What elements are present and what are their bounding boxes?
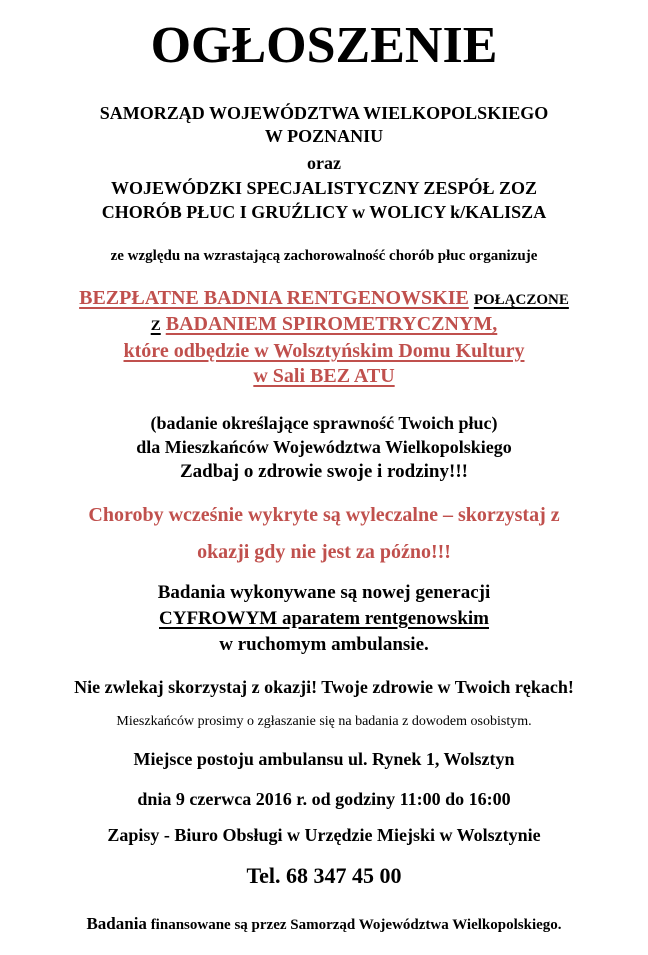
- warning-line1: Choroby wcześnie wykryte są wyleczalne – skorzystaj z: [88, 504, 560, 526]
- desc-line2: dla Mieszkańców Województwa Wielkopolskiego: [136, 437, 512, 457]
- headline-line3: które odbędzie w Wolsztyńskim Domu Kultury: [123, 340, 525, 362]
- org1-line2: W POZNANIU: [264, 126, 384, 146]
- footer-funding: [0, 915, 648, 933]
- headline-line4: w Sali BEZ ATU: [253, 365, 395, 387]
- org2-line2: CHORÓB PŁUC I GRUŹLICY w WOLICY k/KALISZA: [101, 202, 547, 222]
- date-text: dnia 9 czerwca 2016 r. od godziny 11:00 do 16:00: [137, 789, 511, 809]
- id-note: Mieszkańców prosimy o zgłaszanie się na badania z dowodem osobistym.: [116, 714, 532, 729]
- headline-spirometry: BADANIEM SPIROMETRYCZNYM,: [165, 313, 498, 335]
- conjunction: oraz: [307, 153, 341, 173]
- equipment-line3: w ruchomym ambulansie.: [219, 634, 429, 655]
- org1-line1: SAMORZĄD WOJEWÓDZTWA WIELKOPOLSKIEGO: [99, 103, 549, 123]
- intro-text: ze względu na wzrastającą zachorowalność chorób płuc organizuje: [110, 248, 538, 264]
- location-text: Miejsce postoju ambulansu ul. Rynek 1, Wolsztyn: [133, 749, 515, 769]
- warning-line2: okazji gdy nie jest za późno!!!: [197, 541, 451, 563]
- headline-combined: POŁĄCZONE: [473, 292, 569, 308]
- page-title: OGŁOSZENIE: [150, 17, 498, 74]
- phone-number: Tel. 68 347 45 00: [246, 863, 402, 888]
- equipment-line2: CYFROWYM aparatem rentgenowskim: [159, 608, 489, 629]
- headline-line1: [0, 288, 648, 308]
- headline-line2: [0, 314, 648, 334]
- registration-text: Zapisy - Biuro Obsługi w Urzędzie Miejski w Wolsztynie: [107, 825, 541, 845]
- urge-text: Nie zwlekaj skorzystaj z okazji! Twoje zdrowie w Twoich rękach!: [74, 677, 574, 697]
- org2-line1: WOJEWÓDZKI SPECJALISTYCZNY ZESPÓŁ ZOZ: [111, 178, 537, 198]
- desc-line3: Zadbaj o zdrowie swoje i rodziny!!!: [180, 461, 468, 482]
- footer-rest: finansowane są przez Samorząd Województwa Wielkopolskiego.: [150, 917, 562, 933]
- equipment-line1: Badania wykonywane są nowej generacji: [157, 582, 491, 603]
- footer-lead: Badania: [86, 914, 147, 933]
- headline-with: Z: [150, 318, 161, 334]
- desc-line1: (badanie określające sprawność Twoich płuc): [150, 413, 498, 433]
- headline-free-xray: BEZPŁATNE BADNIA RENTGENOWSKIE: [79, 287, 469, 309]
